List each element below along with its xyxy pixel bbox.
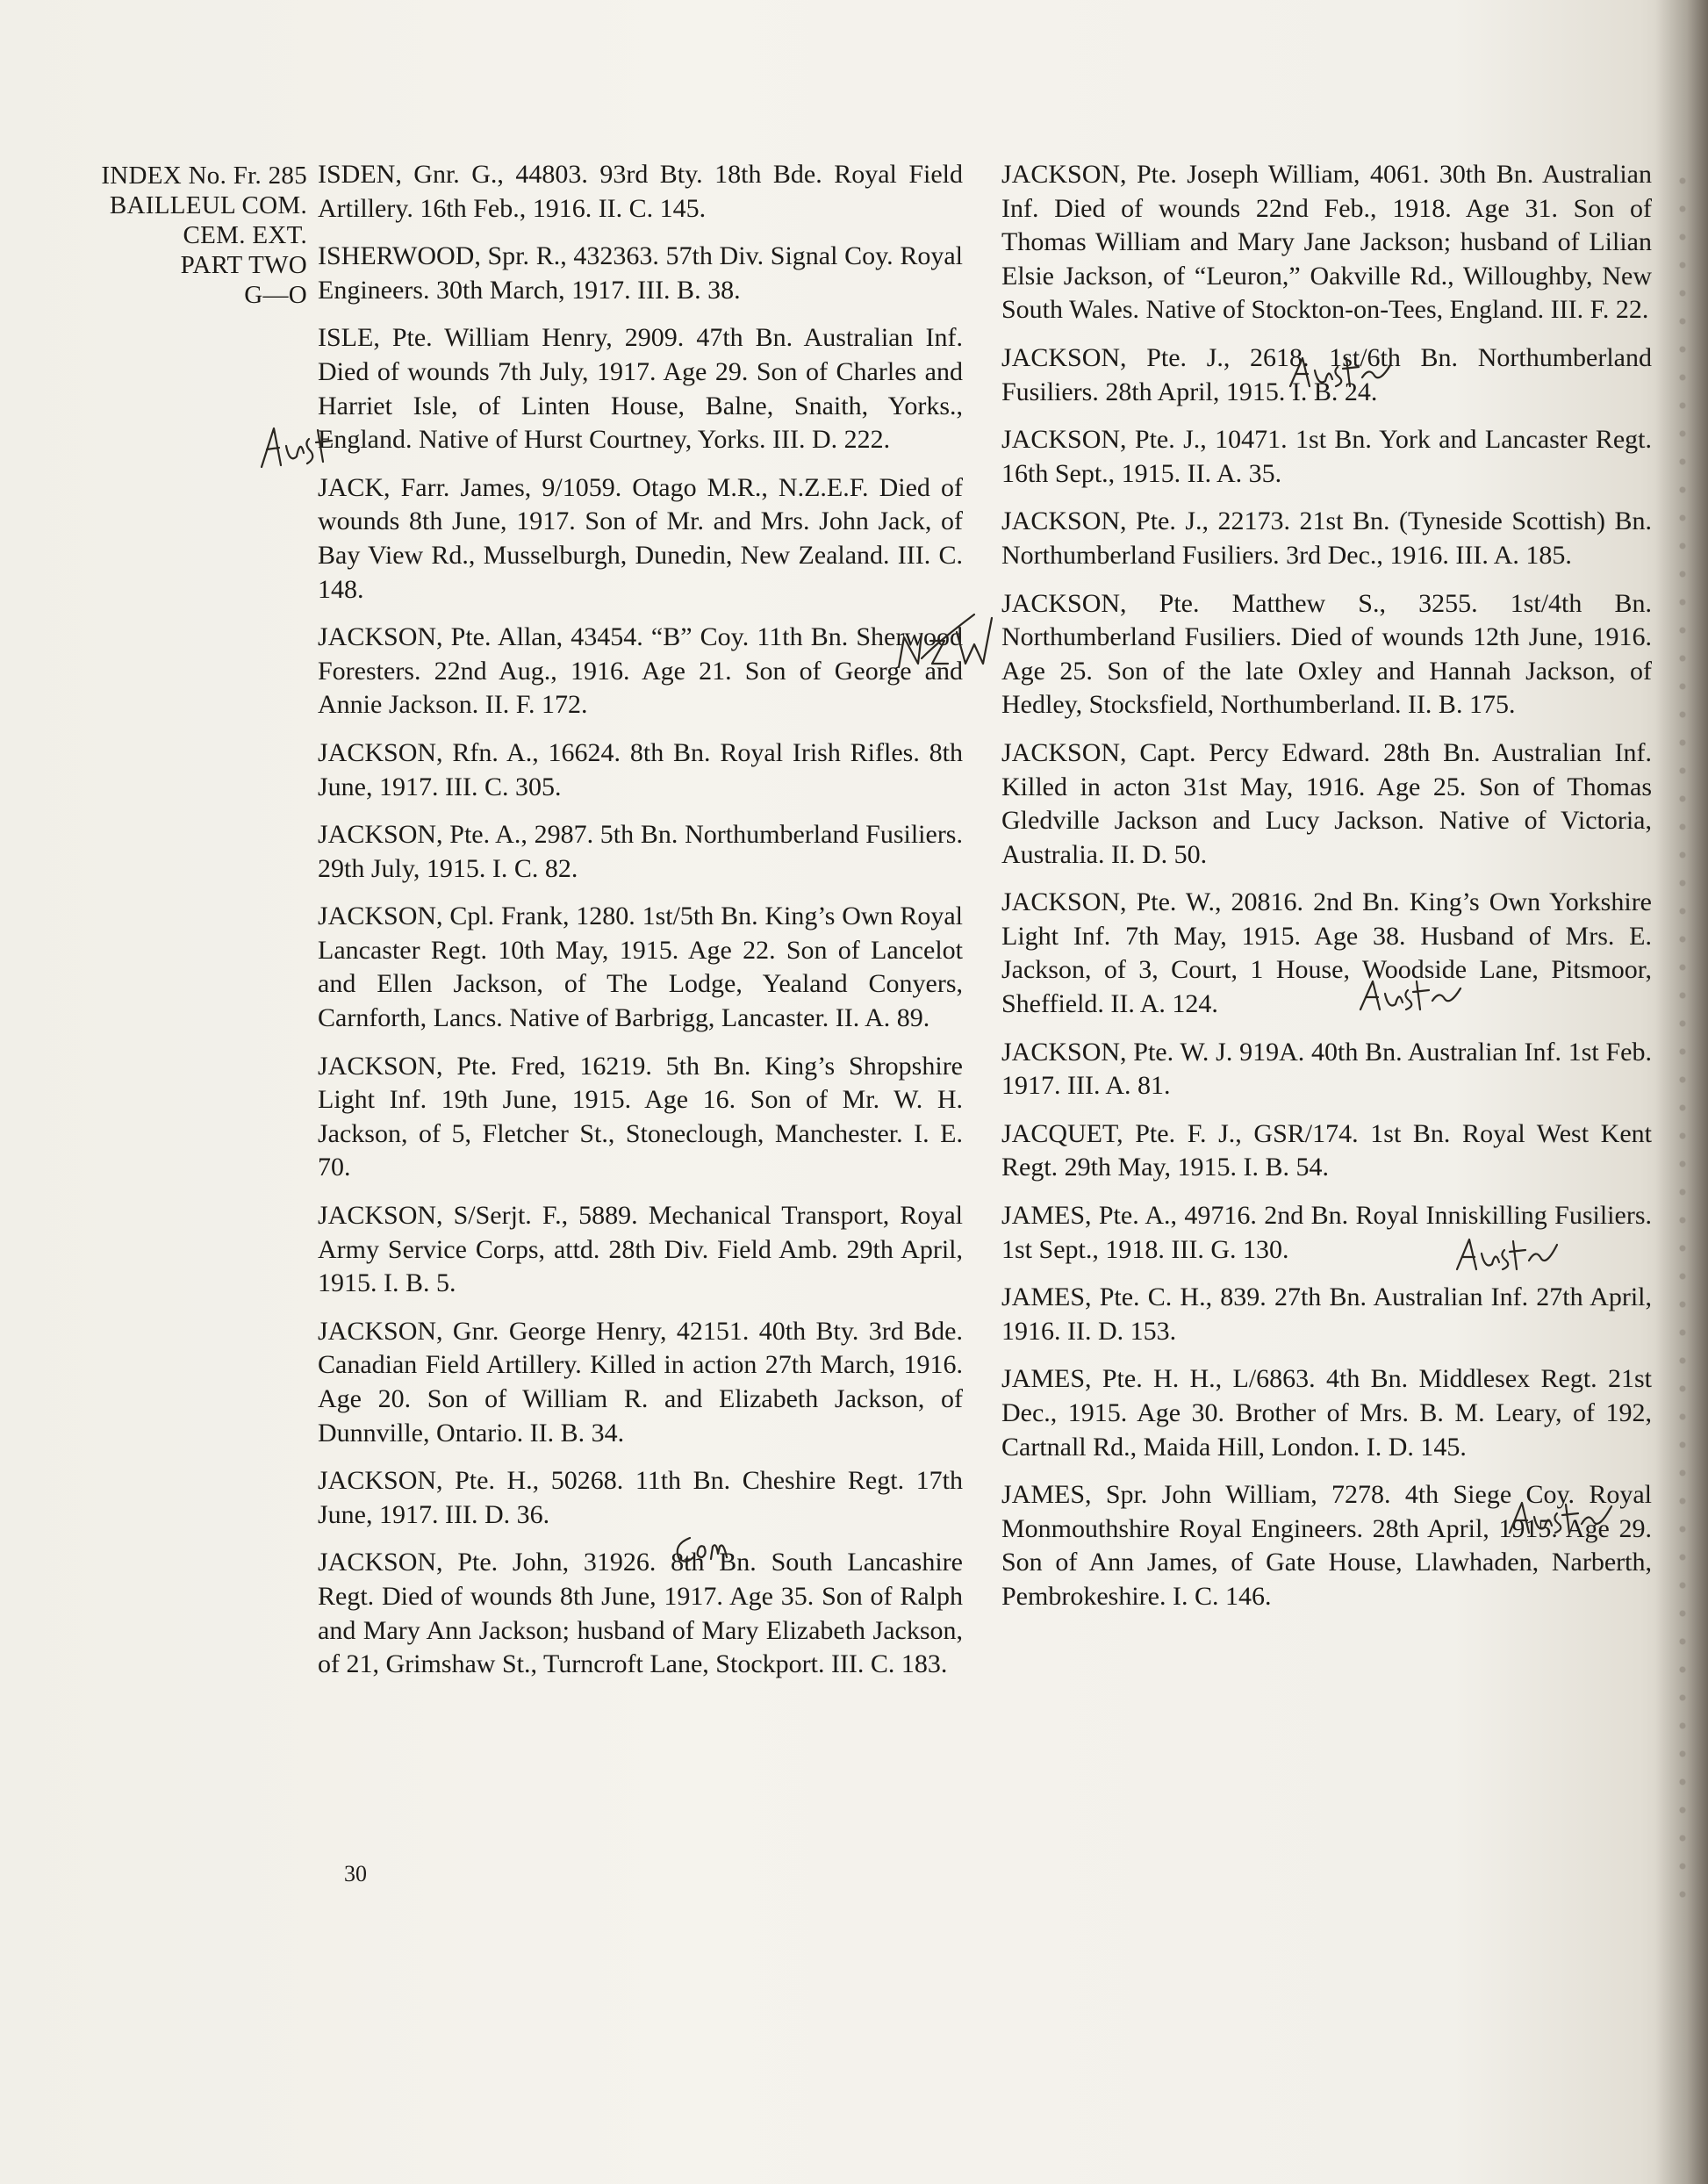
list-item: ISDEN, Gnr. G., 44803. 93rd Bty. 18th Bde. Royal Field Artillery. 16th Feb., 1916. II. C. 145. — [318, 160, 963, 223]
handwritten-mark-jack — [886, 606, 1001, 685]
list-item: ISLE, Pte. William Henry, 2909. 47th Bn. Australian Inf. Died of wounds 7th July, 1917. Age 29. Son of Charles and Harriet Isle, of Linten House, Balne, Snaith, Yorks., England. Native of Hurst Courtney, Yorks. III. D. 222. — [318, 323, 963, 455]
list-item: JACKSON, Pte. J., 10471. 1st Bn. York and Lancaster Regt. 16th Sept., 1915. II. A. 35. — [1001, 425, 1652, 488]
list-item: JACKSON, Pte. J., 2618. 1st/6th Bn. Northumberland Fusiliers. 28th April, 1915. I. B. 24. — [1001, 342, 1652, 406]
list-item: JACK, Farr. James, 9/1059. Otago M.R., N.Z.E.F. Died of wounds 8th June, 1917. Son of Mr. and Mrs. John Jack, of Bay View Rd., Musselburgh, Dunedin, New Zealand. III. C. 148. — [318, 472, 963, 604]
index-line-5: G—O — [244, 281, 307, 309]
index-line-2: BAILLEUL COM. — [109, 191, 307, 219]
list-item: JACKSON, Pte. J., 22173. 21st Bn. (Tyneside Scottish) Bn. Northumberland Fusiliers. 3rd Dec., 1916. III. A. 185. — [1001, 506, 1652, 570]
list-item: JACKSON, Rfn. A., 16624. 8th Bn. Royal Irish Rifles. 8th June, 1917. III. C. 305. — [318, 737, 963, 801]
handwritten-mark-jackson-gh — [667, 1527, 737, 1571]
handwritten-mark-james-ch — [1501, 1492, 1624, 1545]
list-item: JACKSON, Pte. W. J. 919A. 40th Bn. Australian Inf. 1st Feb. 1917. III. A. 81. — [1001, 1037, 1652, 1101]
list-item: JACKSON, Capt. Percy Edward. 28th Bn. Australian Inf. Killed in acton 31st May, 1916. Age 25. Son of Thomas Gledville Jackson and Lucy Jackson. Native of Victoria, Australia. II. D. 50. — [1001, 737, 1652, 869]
list-item: JACKSON, Pte. A., 2987. 5th Bn. Northumberland Fusiliers. 29th July, 1915. I. C. 82. — [318, 820, 963, 883]
list-item: ISHERWOOD, Spr. R., 432363. 57th Div. Signal Coy. Royal Engineers. 30th March, 1917. III. B. 38. — [318, 241, 963, 305]
list-item: JAMES, Pte. A., 49716. 2nd Bn. Royal Inniskilling Fusiliers. 1st Sept., 1918. III. G. 130. — [1001, 1201, 1652, 1264]
list-item: JACKSON, Pte. Joseph William, 4061. 30th Bn. Australian Inf. Died of wounds 22nd Feb., 1918. Age 31. Son of Thomas William and Mary Jane Jackson; husband of Lilian Elsie Jackson, of “Leuron,” Oakville Rd., Willoughby, New South Wales. Native of Stockton-on-Tees, England. III. F. 22. — [1001, 160, 1652, 325]
list-item: JACKSON, Gnr. George Henry, 42151. 40th Bty. 3rd Bde. Canadian Field Artillery. Killed in action 27th March, 1916. Age 20. Son of William R. and Elizabeth Jackson, of Dunnville, Ontario. II. B. 34. — [318, 1316, 963, 1448]
index-line-1: INDEX No. Fr. 285 — [101, 162, 307, 190]
handwritten-mark-jackson-jw — [1281, 351, 1404, 395]
list-item: JACKSON, Pte. John, 31926. 8th Bn. South Lancashire Regt. Died of wounds 8th June, 1917. Age 35. Son of Ralph and Mary Ann Jackson; husband of Mary Elizabeth Jackson, of 21, Grimshaw St., Turncroft Lane, Stockport. III. C. 183. — [318, 1548, 963, 1679]
list-item: JACQUET, Pte. F. J., GSR/174. 1st Bn. Royal West Kent Regt. 29th May, 1915. I. B. 54. — [1001, 1118, 1652, 1182]
list-item: JAMES, Pte. C. H., 839. 27th Bn. Australian Inf. 27th April, 1916. II. D. 153. — [1001, 1282, 1652, 1346]
list-item: JACKSON, Pte. Matthew S., 3255. 1st/4th Bn. Northumberland Fusiliers. Died of wounds 12th June, 1916. Age 25. Son of the late Oxley and Hannah Jackson, of Hedley, Stocksfield, Northumberland. II. B. 175. — [1001, 588, 1652, 720]
left-column — [318, 158, 963, 1696]
list-item: JACKSON, S/Serjt. F., 5889. Mechanical Transport, Royal Army Service Corps, attd. 28th Div. Field Amb. 29th April, 1915. I. B. 5. — [318, 1201, 963, 1298]
handwritten-mark-isle — [255, 413, 351, 483]
list-item: JAMES, Pte. H. H., L/6863. 4th Bn. Middlesex Regt. 21st Dec., 1915. Age 30. Brother of Mrs. B. M. Leary, of 192, Cartnall Rd., Maida Hill, London. I. D. 145. — [1001, 1364, 1652, 1462]
index-line-3: CEM. EXT. — [183, 221, 307, 249]
binding-holes — [1676, 167, 1689, 1905]
list-item: JACKSON, Cpl. Frank, 1280. 1st/5th Bn. King’s Own Royal Lancaster Regt. 10th May, 1915. Age 22. Son of Lancelot and Ellen Jackson, of The Lodge, Yealand Conyers, Carnforth, Lancs. Native of Barbrigg, Lancaster. II. A. 89. — [318, 902, 963, 1033]
page-number: 30 — [344, 1861, 367, 1886]
list-item: JACKSON, Pte. Fred, 16219. 5th Bn. King’s Shropshire Light Inf. 19th June, 1915. Age 16. Son of Mr. W. H. Jackson, of 5, Fletcher St., Stoneclough, Manchester. I. E. 70. — [318, 1051, 963, 1182]
list-item: JAMES, Spr. John William, 7278. 4th Siege Coy. Royal Monmouthshire Royal Engineers. 28th April, 1915. Age 29. Son of Ann James, of Gate House, Llawhaden, Narberth, Pembrokeshire. I. C. 146. — [1001, 1480, 1652, 1611]
list-item: JACKSON, Pte. Allan, 43454. “B” Coy. 11th Bn. Sherwood Foresters. 22nd Aug., 1916. Age 21. Son of George and Annie Jackson. II. F. 172. — [318, 622, 963, 720]
index-line-4: PART TWO — [180, 251, 307, 279]
list-item: JACKSON, Pte. H., 50268. 11th Bn. Cheshire Regt. 17th June, 1917. III. D. 36. — [318, 1466, 963, 1529]
index-heading — [18, 161, 307, 310]
handwritten-mark-jackson-pe — [1352, 974, 1466, 1018]
list-item: JACKSON, Pte. W., 20816. 2nd Bn. King’s Own Yorkshire Light Inf. 7th May, 1915. Age 38. Husband of Mrs. E. Jackson, of 3, Court, 1 House, Woodside Lane, Pitsmoor, Sheffield. II. A. 124. — [1001, 887, 1652, 1019]
handwritten-mark-jackson-wj — [1448, 1229, 1562, 1282]
